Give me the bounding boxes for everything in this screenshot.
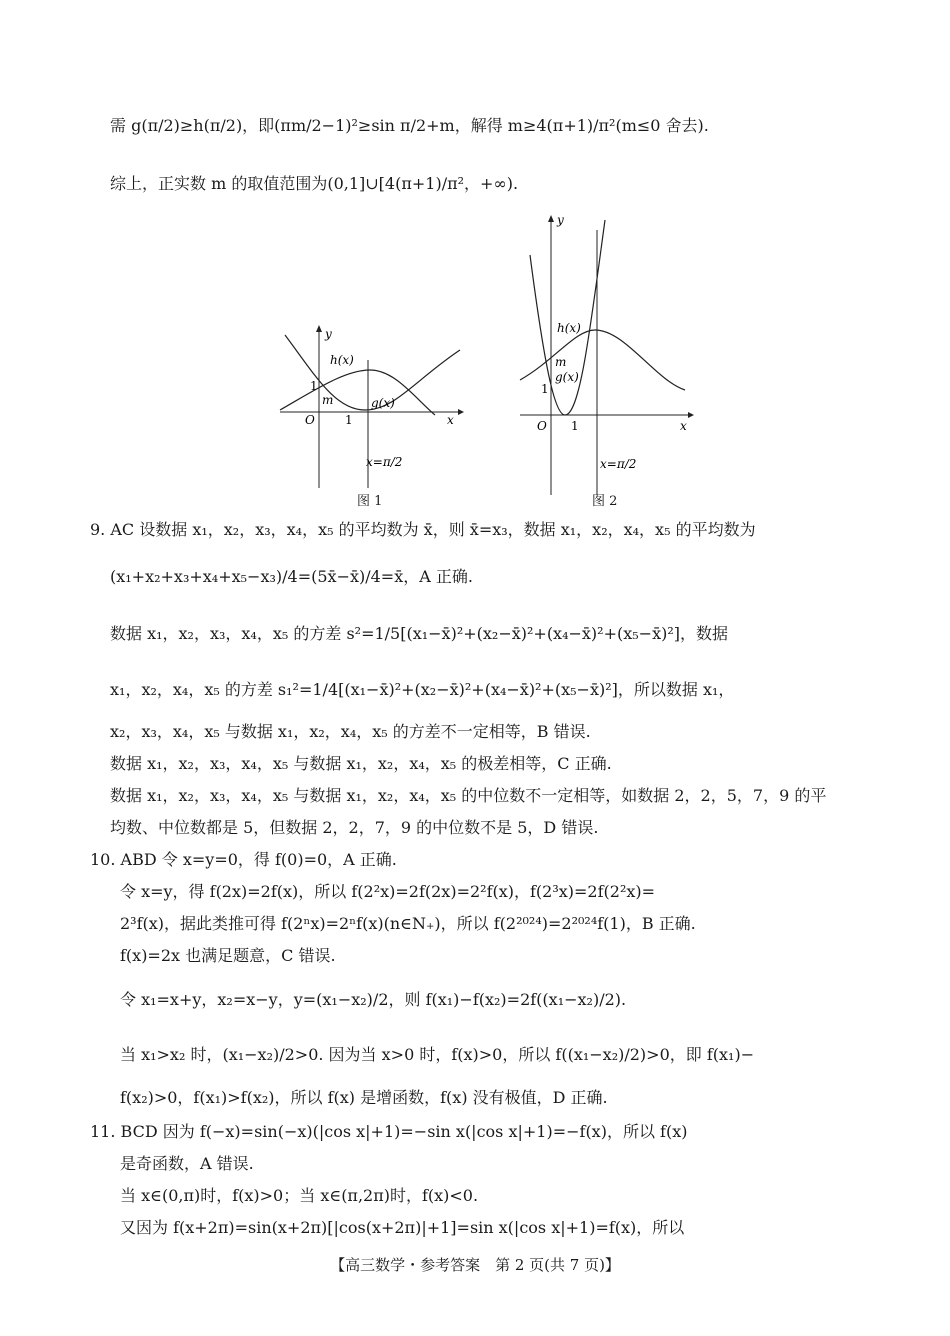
fig2-label-1y: 1 — [541, 382, 549, 396]
figure-2 — [515, 210, 695, 495]
text-line-18: 11. BCD 因为 f(−x)=sin(−x)(|cos x|+1)=−sin x(|cos x|+1)=−f(x)，所以 f(x) — [90, 1122, 688, 1141]
figure-1 — [275, 320, 465, 495]
text-line-7: x₂，x₃，x₄，x₅ 与数据 x₁，x₂，x₄，x₅ 的方差不一定相等，B 错误. — [110, 722, 591, 741]
fig2-curve-h — [520, 330, 685, 390]
text-line-14: f(x)=2x 也满足题意，C 错误. — [120, 946, 336, 965]
fig2-label-x: x — [680, 419, 687, 433]
text-line-9: 数据 x₁，x₂，x₃，x₄，x₅ 与数据 x₁，x₂，x₄，x₅ 的中位数不一定相等，如数据 2，2，5，7，9 的平 — [110, 786, 827, 805]
text-line-1: 需 g(π/2)≥h(π/2)，即(πm/2−1)²≥sin π/2+m，解得 m≥4(π+1)/π²(m≤0 舍去). — [110, 116, 709, 135]
fig1-label-origin: O — [305, 413, 315, 427]
fig1-label-1x: 1 — [345, 413, 353, 427]
page-footer: 【高三数学・参考答案 第 2 页(共 7 页)】 — [330, 1256, 620, 1274]
text-line-13: 2³f(x)，据此类推可得 f(2ⁿx)=2ⁿf(x)(n∈N₊)，所以 f(2²⁰²⁴)=2²⁰²⁴f(1)，B 正确. — [120, 914, 696, 933]
fig2-label-y: y — [557, 213, 564, 227]
fig2-label-origin: O — [537, 419, 547, 433]
figure-1-caption: 图 1 — [357, 494, 383, 509]
text-line-4: (x₁+x₂+x₃+x₄+x₅−x₃)/4=(5x̄−x̄)/4=x̄，A 正确. — [110, 567, 473, 586]
text-line-17: f(x₂)>0，f(x₁)>f(x₂)，所以 f(x) 是增函数，f(x) 没有极值，D 正确. — [120, 1088, 608, 1107]
fig2-label-m: m — [555, 355, 567, 369]
text-line-15: 令 x₁=x+y，x₂=x−y，y=(x₁−x₂)/2，则 f(x₁)−f(x₂)=2f((x₁−x₂)/2). — [120, 990, 627, 1009]
fig1-label-h: h(x) — [330, 353, 354, 367]
text-line-12: 令 x=y，得 f(2x)=2f(x)，所以 f(2²x)=2f(2x)=2²f(x)，f(2³x)=2f(2²x)= — [120, 882, 656, 901]
fig1-x-arrow — [458, 409, 464, 415]
fig1-label-vline: x=π/2 — [366, 455, 403, 469]
fig2-x-arrow — [688, 412, 694, 418]
fig2-label-vline: x=π/2 — [600, 457, 637, 471]
text-line-8: 数据 x₁，x₂，x₃，x₄，x₅ 与数据 x₁，x₂，x₄，x₅ 的极差相等，C 正确. — [110, 754, 612, 773]
fig1-label-1y: 1 — [310, 379, 318, 393]
text-line-20: 当 x∈(0,π)时，f(x)>0；当 x∈(π,2π)时，f(x)<0. — [120, 1186, 479, 1205]
text-line-2: 综上，正实数 m 的取值范围为(0,1]∪[4(π+1)/π²，+∞). — [110, 174, 519, 193]
fig2-label-1x: 1 — [571, 419, 579, 433]
fig1-label-m: m — [322, 393, 334, 407]
fig1-label-y: y — [325, 327, 332, 341]
text-line-16: 当 x₁>x₂ 时，(x₁−x₂)/2>0. 因为当 x>0 时，f(x)>0，所以 f((x₁−x₂)/2)>0，即 f(x₁)− — [120, 1045, 755, 1064]
text-line-19: 是奇函数，A 错误. — [120, 1154, 254, 1173]
fig1-y-arrow — [316, 325, 322, 332]
text-line-3: 9. AC 设数据 x₁，x₂，x₃，x₄，x₅ 的平均数为 x̄，则 x̄=x₃，数据 x₁，x₂，x₄，x₅ 的平均数为 — [90, 520, 756, 539]
figure-2-caption: 图 2 — [592, 494, 618, 509]
fig1-label-g: g(x) — [371, 396, 395, 410]
fig2-label-g: g(x) — [555, 370, 579, 384]
text-line-5: 数据 x₁，x₂，x₃，x₄，x₅ 的方差 s²=1/5[(x₁−x̄)²+(x₂−x̄)²+(x₄−x̄)²+(x₅−x̄)²]，数据 — [110, 624, 728, 643]
text-line-11: 10. ABD 令 x=y=0，得 f(0)=0，A 正确. — [90, 850, 397, 869]
fig2-label-h: h(x) — [557, 321, 581, 335]
text-line-10: 均数、中位数都是 5，但数据 2，2，7，9 的中位数不是 5，D 错误. — [110, 818, 599, 837]
text-line-21: 又因为 f(x+2π)=sin(x+2π)[|cos(x+2π)|+1]=sin x(|cos x|+1)=f(x)，所以 — [120, 1218, 685, 1237]
fig1-curve-h — [280, 370, 435, 415]
text-line-6: x₁，x₂，x₄，x₅ 的方差 s₁²=1/4[(x₁−x̄)²+(x₂−x̄)²+(x₄−x̄)²+(x₅−x̄)²]，所以数据 x₁， — [110, 680, 735, 699]
fig2-y-arrow — [548, 215, 554, 222]
fig1-label-x: x — [447, 413, 454, 427]
